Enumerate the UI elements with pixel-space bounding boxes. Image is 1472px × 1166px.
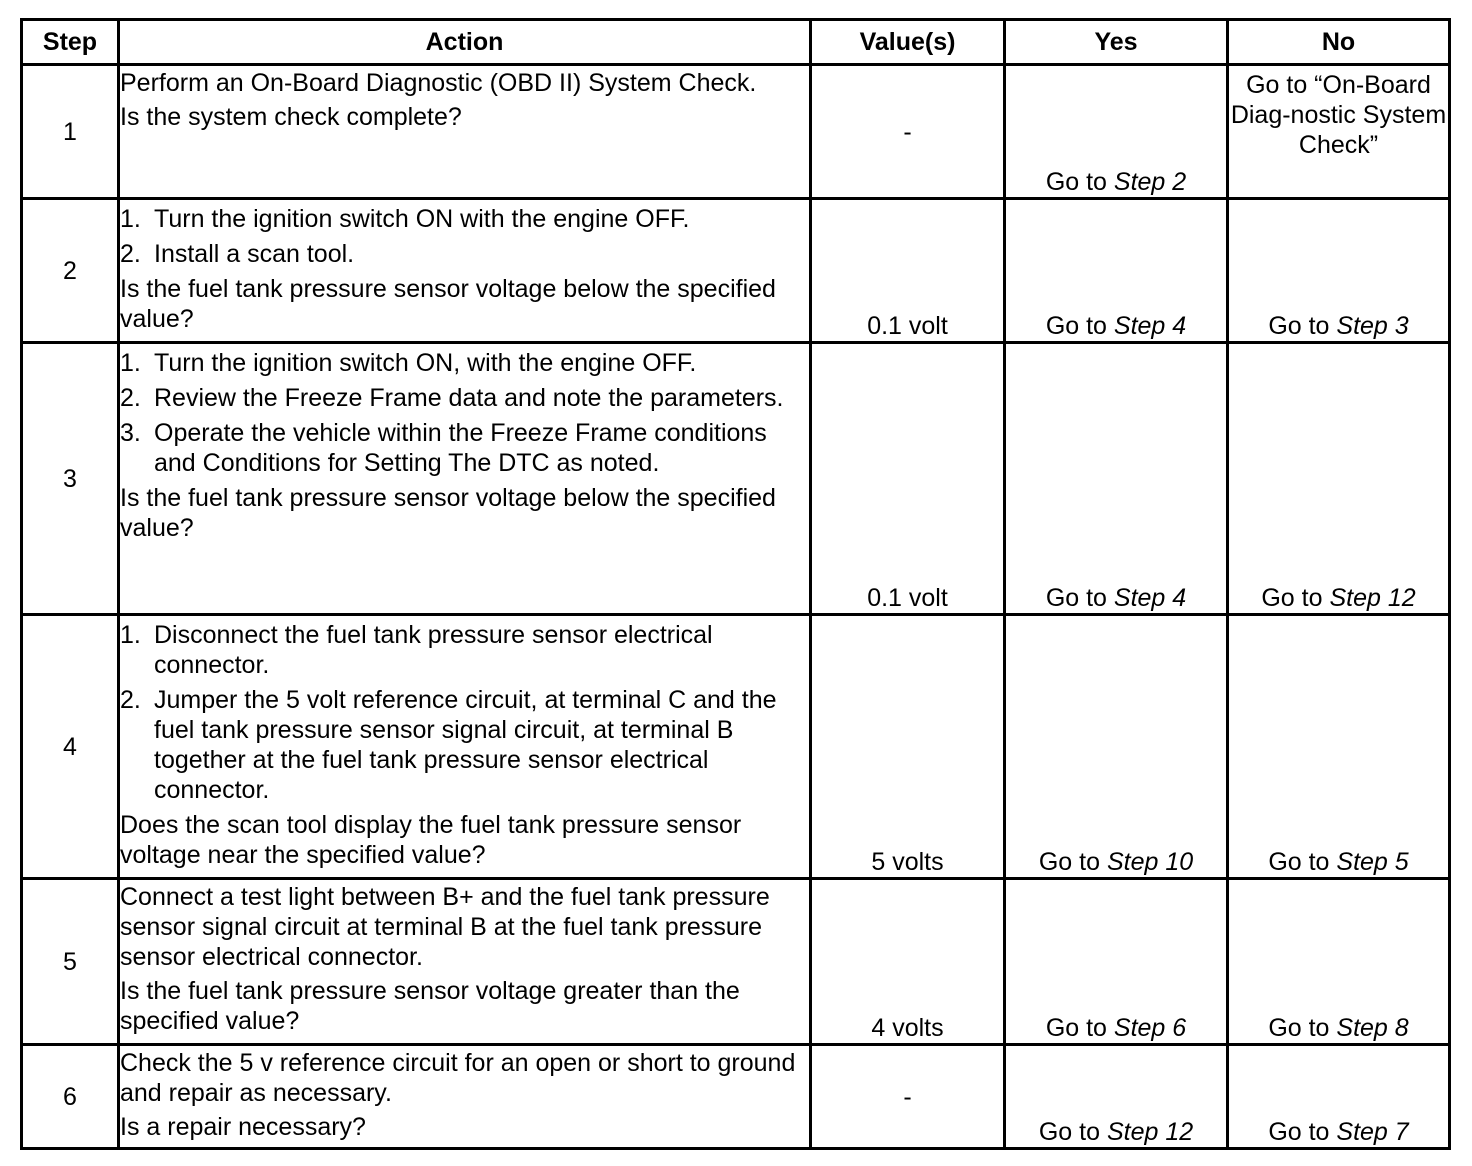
action-cell: [119, 343, 811, 615]
yes-step-link[interactable]: Step 2: [1113, 168, 1187, 196]
list-item-text: Install a scan tool.: [154, 240, 355, 268]
value-cell: 0.1 volt: [811, 343, 1005, 615]
step-number: 3: [22, 343, 119, 615]
table-row-step-5: [22, 879, 1450, 1045]
yes-cell: [1005, 879, 1228, 1045]
action-cell: [119, 65, 811, 199]
list-item-number: 1.: [120, 205, 141, 233]
action-question: Is a repair necessary?: [120, 1113, 366, 1141]
yes-cell: [1005, 1045, 1228, 1149]
action-intro: Check the 5 v reference circuit for an open or short to ground and repair as necessary.: [120, 1049, 796, 1107]
list-item-text: Jumper the 5 volt reference circuit, at terminal C and the fuel tank pressure sensor signal circuit, at terminal B together at the fuel tank pressure sensor electrical connector.: [154, 686, 777, 804]
yes-step-link[interactable]: Step 6: [1113, 1014, 1187, 1042]
no-cell: [1228, 879, 1450, 1045]
list-item-text: Disconnect the fuel tank pressure sensor electrical connector.: [154, 621, 713, 679]
no-step-link[interactable]: Step 3: [1336, 312, 1409, 340]
no-prefix: Go to: [1261, 584, 1330, 612]
step-number: 6: [22, 1045, 119, 1149]
header-values: Value(s): [811, 20, 1005, 65]
no-cell: [1228, 199, 1450, 343]
yes-cell: [1005, 615, 1228, 879]
table-row-step-2: [22, 199, 1450, 343]
action-cell: [119, 879, 811, 1045]
diagnostic-table-wrapper: [20, 18, 1451, 1150]
action-question: Does the scan tool display the fuel tank pressure sensor voltage near the specified value?: [120, 811, 742, 869]
step-number: 1: [22, 65, 119, 199]
no-cell: [1228, 343, 1450, 615]
yes-cell: [1005, 199, 1228, 343]
no-step-link[interactable]: Step 8: [1336, 1014, 1409, 1042]
list-item-text: Review the Freeze Frame data and note the parameters.: [154, 384, 784, 412]
action-cell: [119, 199, 811, 343]
action-intro: Connect a test light between B+ and the fuel tank pressure sensor signal circuit at terminal B at the fuel tank pressure sensor electrical connector.: [120, 883, 770, 971]
no-prefix: Go to: [1268, 312, 1337, 340]
list-item: [120, 239, 809, 269]
list-item: [120, 348, 809, 378]
value-cell: 0.1 volt: [811, 199, 1005, 343]
no-step-link[interactable]: Step 12: [1329, 584, 1416, 612]
list-item-number: 1.: [120, 621, 141, 649]
no-cell: [1228, 65, 1450, 199]
no-cell: [1228, 615, 1450, 879]
step-number: 4: [22, 615, 119, 879]
action-steps-list: [120, 348, 809, 478]
action-question: Is the fuel tank pressure sensor voltage greater than the specified value?: [120, 977, 740, 1035]
yes-prefix: Go to: [1038, 848, 1107, 876]
list-item: [120, 620, 809, 680]
no-step-link[interactable]: Step 5: [1336, 848, 1409, 876]
table-row-step-1: [22, 65, 1450, 199]
no-obd-check-link[interactable]: Go to “On-Board Diag-nostic System Check”: [1230, 71, 1447, 159]
action-question: Is the fuel tank pressure sensor voltage below the specified value?: [120, 275, 776, 333]
action-question: Is the system check complete?: [120, 103, 462, 131]
list-item: [120, 685, 809, 805]
header-row: [22, 20, 1450, 65]
list-item: [120, 204, 809, 234]
header-step: Step: [22, 20, 119, 65]
header-no: No: [1228, 20, 1450, 65]
value-cell: 5 volts: [811, 615, 1005, 879]
action-steps-list: [120, 204, 809, 269]
action-cell: [119, 615, 811, 879]
yes-step-link[interactable]: Step 4: [1113, 584, 1187, 612]
no-prefix: Go to: [1268, 848, 1337, 876]
yes-cell: [1005, 65, 1228, 199]
header-action: Action: [119, 20, 811, 65]
yes-prefix: Go to: [1038, 1118, 1107, 1146]
table-row-step-3: [22, 343, 1450, 615]
yes-cell: [1005, 343, 1228, 615]
list-item: [120, 383, 809, 413]
yes-step-link[interactable]: Step 10: [1106, 848, 1194, 876]
step-number: 2: [22, 199, 119, 343]
header-yes: Yes: [1005, 20, 1228, 65]
list-item-number: 2.: [120, 240, 141, 268]
value-cell: 4 volts: [811, 879, 1005, 1045]
diagnostic-table: [20, 18, 1451, 1150]
list-item-number: 3.: [120, 419, 141, 447]
action-question: Is the fuel tank pressure sensor voltage below the specified value?: [120, 484, 776, 542]
list-item-number: 1.: [120, 349, 141, 377]
step-number: 5: [22, 879, 119, 1045]
list-item-number: 2.: [120, 384, 141, 412]
yes-prefix: Go to: [1045, 1014, 1114, 1042]
no-step-link[interactable]: Step 7: [1336, 1118, 1409, 1146]
action-intro: Perform an On-Board Diagnostic (OBD II) System Check.: [120, 69, 757, 97]
table-row-step-6: [22, 1045, 1450, 1149]
list-item-text: Turn the ignition switch ON with the engine OFF.: [154, 205, 690, 233]
list-item-text: Operate the vehicle within the Freeze Frame conditions and Conditions for Setting The DTC as noted.: [154, 419, 767, 477]
no-prefix: Go to: [1268, 1014, 1337, 1042]
value-cell: -: [811, 65, 1005, 199]
no-prefix: Go to: [1268, 1118, 1337, 1146]
list-item-text: Turn the ignition switch ON, with the engine OFF.: [154, 349, 697, 377]
list-item-number: 2.: [120, 686, 141, 714]
list-item: [120, 418, 809, 478]
yes-prefix: Go to: [1045, 584, 1114, 612]
yes-step-link[interactable]: Step 12: [1106, 1118, 1194, 1146]
yes-prefix: Go to: [1045, 168, 1114, 196]
table-row-step-4: [22, 615, 1450, 879]
value-cell: -: [811, 1045, 1005, 1149]
action-steps-list: [120, 620, 809, 805]
yes-prefix: Go to: [1045, 312, 1114, 340]
yes-step-link[interactable]: Step 4: [1113, 312, 1187, 340]
action-cell: [119, 1045, 811, 1149]
no-cell: [1228, 1045, 1450, 1149]
